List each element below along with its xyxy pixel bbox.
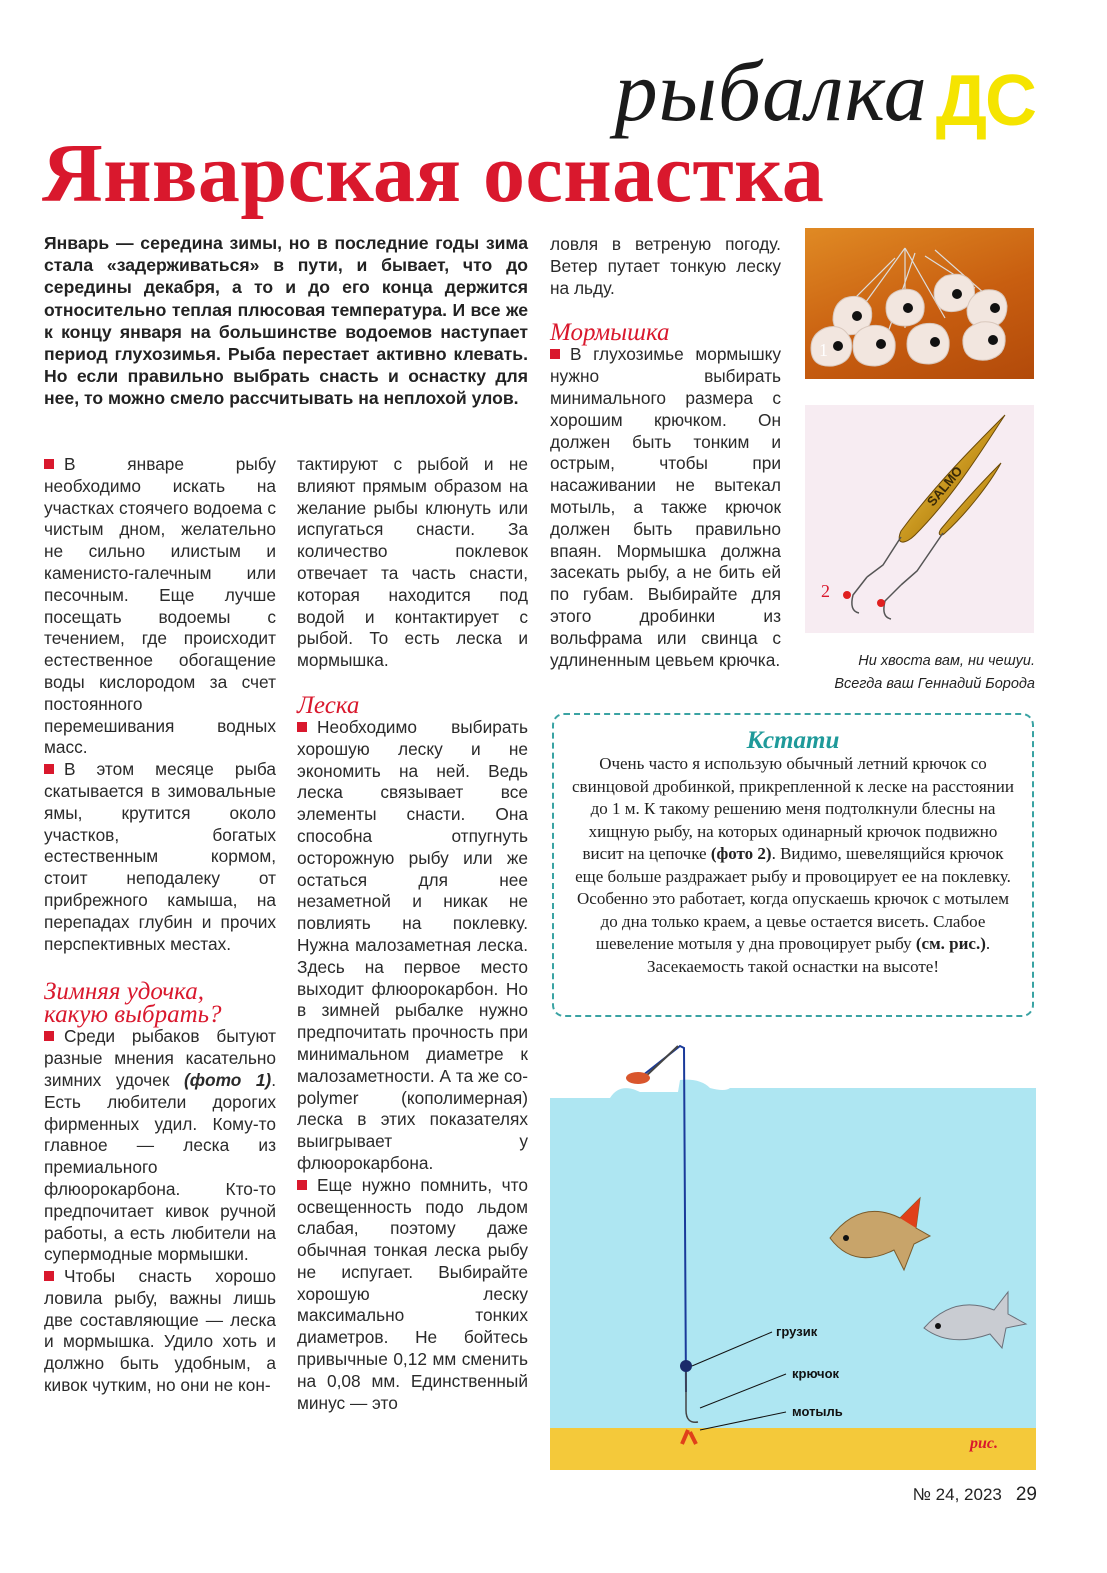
bullet-square-icon [550, 349, 560, 359]
ice-fishing-illustration [550, 1042, 1036, 1470]
subheading-winter-rod: Зимняя удочка, какую выбрать? [44, 978, 222, 1029]
paragraph: тактируют с рыбой и не влияют прямым образом на желание рыбы клюнуть или испугаться снасти. За количество поклевок отвечает та часть снасти, которая находится под водой и контактирует с рыбой. То есть леска и мормышка. [297, 454, 528, 671]
lure-image [805, 405, 1034, 633]
text-column-1 [44, 454, 276, 1397]
bullet-square-icon [44, 1031, 54, 1041]
photo1-label: 1 [819, 340, 828, 360]
figure-reference: (см. рис.) [915, 934, 986, 953]
box-text: Очень часто я использую обычный летний крючок со свинцовой дробинкой, прикрепленной к леске на расстоянии до 1 м. К такому решению меня подтолкнули блесны на хищную рыбу, на которых одинарный крючок подвижно висит на цепочке (фото 2). Видимо, шевелящийся крючок еще больше раздражает рыбу и провоцирует ее на поклевку. Особенно это работает, когда опускаешь крючок с мотылем до дна только краем, а цевье остается висеть. Слабое шевеление мотыля у дна провоцирует рыбу (см. рис.). Засекаемость такой оснастки на высоте! [572, 754, 1014, 976]
box-title: Кстати [746, 727, 840, 754]
page-number: 29 [1015, 1484, 1037, 1505]
paragraph: Еще нужно помнить, что освещенность подо льдом слабая, поэтому даже обычная тонкая леска рыбу не испугает. Выбирайте хорошую леску максимально тонких диаметров. Не бойтесь привычные 0,12 мм сменить на 0,08 мм. Единственный минус — это [297, 1174, 528, 1413]
article-lead: Январь — середина зимы, но в последние годы зима стала «задерживаться» в пути, и бывает, что до середины декабря, а то и до его конца держится относительно теплая плюсовая температура. И все же к концу января на большинстве водоемов наступает период глухозимья. Рыба перестает активно клевать. Но если правильно выбрать снасть и оснастку для нее, то можно смело рассчитывать на неплохой улов. [44, 233, 528, 409]
rubric-word: рыбалка [614, 43, 928, 139]
text-column-2 [297, 454, 528, 1414]
photo-lure [805, 405, 1034, 633]
article-headline: Январская оснастка [42, 127, 825, 220]
paragraph: Среди рыбаков бытуют разные мнения касательно зимних удочек (фото 1). Есть любители дорогих фирменных удил. Кому-то главное — леска из премиального флюорокарбона. Кто-то предпочитает кивок ручной работы, а есть любители на супермодные мормышки. [44, 1026, 276, 1265]
subheading-jig: Мормышка [550, 319, 670, 347]
paragraph: В январе рыбу необходимо искать на участках стоячего водоема с чистым дном, желательно не сильно илистым и каменисто-галечным или песочным. Еще лучше посещать водоемы с течением, где происходит естественное обогащение воды кислородом за счет постоянного перемешивания водных масс. [44, 454, 276, 758]
lure-brand: SALMO [923, 463, 966, 509]
photo-winter-rods [805, 228, 1034, 379]
paragraph: ловля в ветреную погоду. Ветер путает тонкую леску на льду. [550, 234, 781, 298]
paragraph: Необходимо выбирать хорошую леску и не экономить на ней. Ведь леска связывает все элементы снасти. Она способна отпугнуть осторожную рыбу или же остаться для нее незаметной и никак не повлиять на поклевку. Нужна малозаметная леска. Здесь на первое место выходит флюорокарбон. Но в зимней рыбалке нужно предпочитать прочность при минимальном диаметре к малозаметности. А та же co-polymer (кополимерная) леска в этих показателях выигрывает у флюорокарбона. [297, 716, 528, 1173]
bullet-square-icon [297, 1180, 307, 1190]
label-worm: мотыль [792, 1404, 843, 1419]
illustration-svg [550, 1042, 1036, 1470]
figure-label: рис. [970, 1435, 998, 1452]
paragraph: В этом месяце рыба скатывается в зимовальные ямы, крутится около участков, богатых естественным кормом, стоит неподалеку от прибрежного камыша, на перепадах глубин и прочих перспективных местах. [44, 759, 276, 954]
winter-rods-image [805, 228, 1034, 379]
photo2-label: 2 [821, 581, 830, 601]
label-weight: грузик [776, 1324, 818, 1339]
photo-caption: Ни хвоста вам, ни чешуи. Всегда ваш Геннадий Борода [834, 653, 1035, 692]
photo-reference: (фото 1) [183, 1069, 272, 1090]
paragraph: Чтобы снасть хорошо ловила рыбу, важны лишь две составляющие — леска и мормышка. Удило хоть и должно быть удобным, а кивок чутким, но они не кон- [44, 1266, 276, 1396]
bullet-square-icon [44, 1271, 54, 1281]
label-hook: крючок [792, 1366, 840, 1381]
rubric-badge: ДС [935, 61, 1035, 142]
paragraph: В глухозимье мормышку нужно выбирать минимального размера с хорошим крючком. Он должен быть тонким и острым, чтобы при насаживании не вытекал мотыль, а также крючок должен быть правильно впаян. Мормышка должна засекать рыбу, а не бить ей по губам. Выбирайте для этого дробинки из вольфрама или свинца с удлиненным цевьем крючка. [550, 344, 781, 670]
bullet-square-icon [297, 722, 307, 732]
bullet-square-icon [44, 764, 54, 774]
issue-number: № 24, 2023 [912, 1485, 1002, 1504]
by-the-way-box [552, 713, 1034, 1017]
rubric [614, 43, 1035, 142]
subheading-line: Леска [297, 691, 360, 719]
page-footer [913, 1484, 1037, 1506]
bullet-square-icon [44, 459, 54, 469]
text-column-3 [550, 234, 781, 671]
photo-reference: (фото 2) [710, 844, 772, 863]
